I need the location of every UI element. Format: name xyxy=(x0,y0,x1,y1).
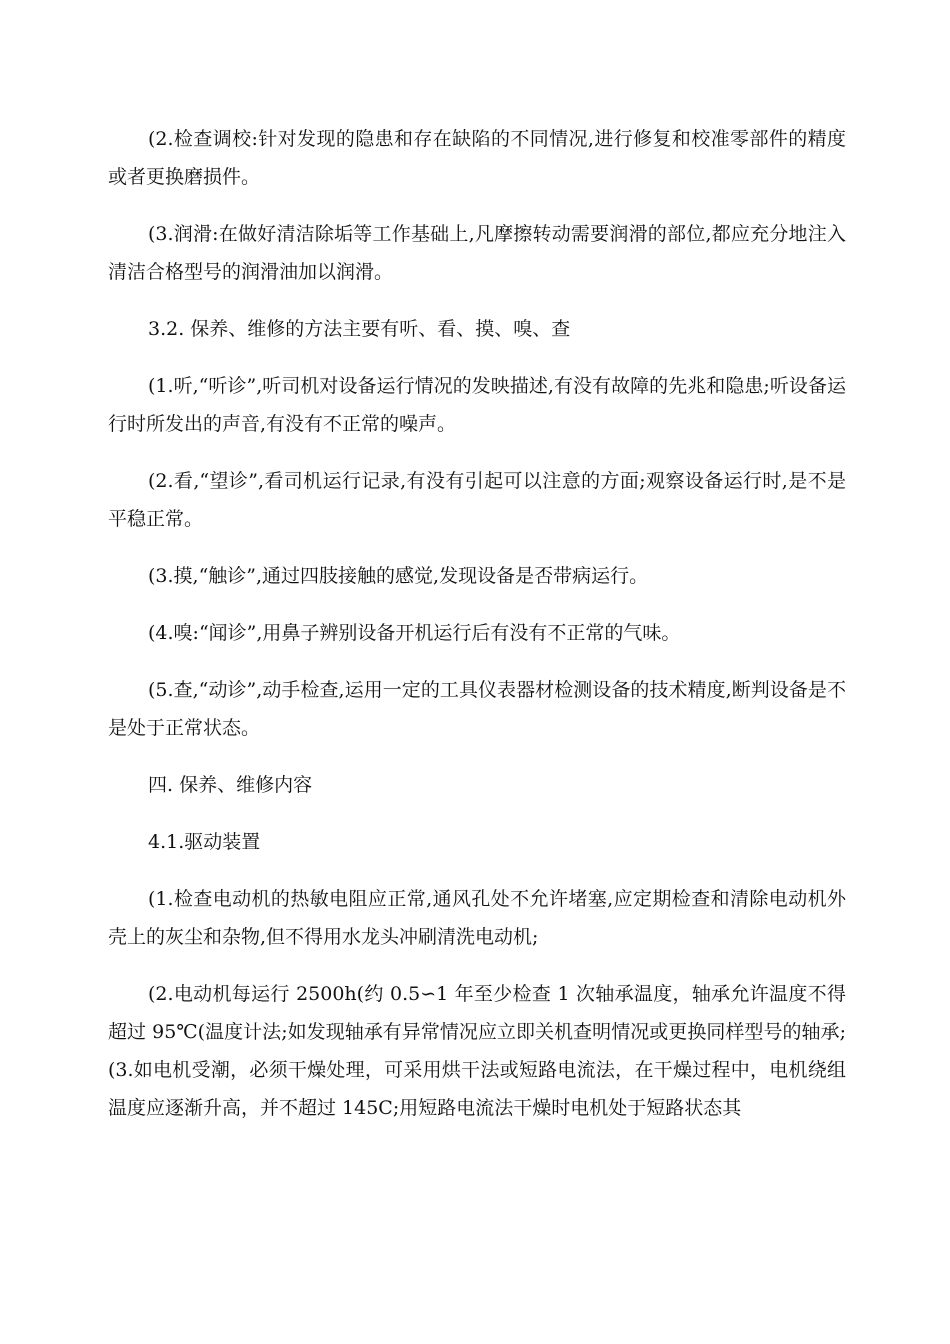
section-heading-4: 四. 保养、维修内容 xyxy=(148,774,313,796)
paragraph-motor-thermistor: (1.检查电动机的热敏电阻应正常,通风孔处不允许堵塞,应定期检查和清除电动机外壳上的灰尘和杂物,但不得用水龙头冲刷清洗电动机; xyxy=(108,888,846,948)
paragraph-lubrication: (3.润滑:在做好清洁除垢等工作基础上,凡摩擦转动需要润滑的部位,都应充分地注入清洁合格型号的润滑油加以润滑。 xyxy=(108,223,846,283)
section-heading-3-2: 3.2. 保养、维修的方法主要有听、看、摸、嗅、查 xyxy=(148,318,571,340)
subsection-heading-4-1: 4.1.驱动装置 xyxy=(148,831,261,853)
paragraph-listen: (1.听,“听诊”,听司机对设备运行情况的发映描述,有没有故障的先兆和隐患;听设备运行时所发出的声音,有没有不正常的噪声。 xyxy=(108,375,846,435)
document-body xyxy=(108,120,846,1146)
paragraph-motor-bearing: (2.电动机每运行 2500h(约 0.5∽1 年至少检查 1 次轴承温度，轴承允许温度不得超过 95℃(温度计法;如发现轴承有异常情况应立即关机查明情况或更换同样型号的轴承;(3.如电机受潮，必须干燥处理，可采用烘干法或短路电流法，在干燥过程中，电机绕组温度应逐渐升高，并不超过 145C;用短路电流法干燥时电机处于短路状态其 xyxy=(108,983,846,1119)
paragraph-look: (2.看,“望诊”,看司机运行记录,有没有引起可以注意的方面;观察设备运行时,是不是平稳正常。 xyxy=(108,470,846,530)
paragraph-smell: (4.嗅:“闻诊”,用鼻子辨别设备开机运行后有没有不正常的气味。 xyxy=(148,622,681,644)
paragraph-touch: (3.摸,“触诊”,通过四肢接触的感觉,发现设备是否带病运行。 xyxy=(148,565,649,587)
paragraph-check: (5.查,“动诊”,动手检查,运用一定的工具仪表器材检测设备的技术精度,断判设备是不是处于正常状态。 xyxy=(108,679,846,739)
paragraph-inspect-calibrate: (2.检查调校:针对发现的隐患和存在缺陷的不同情况,进行修复和校准零部件的精度或者更换磨损件。 xyxy=(108,128,846,188)
